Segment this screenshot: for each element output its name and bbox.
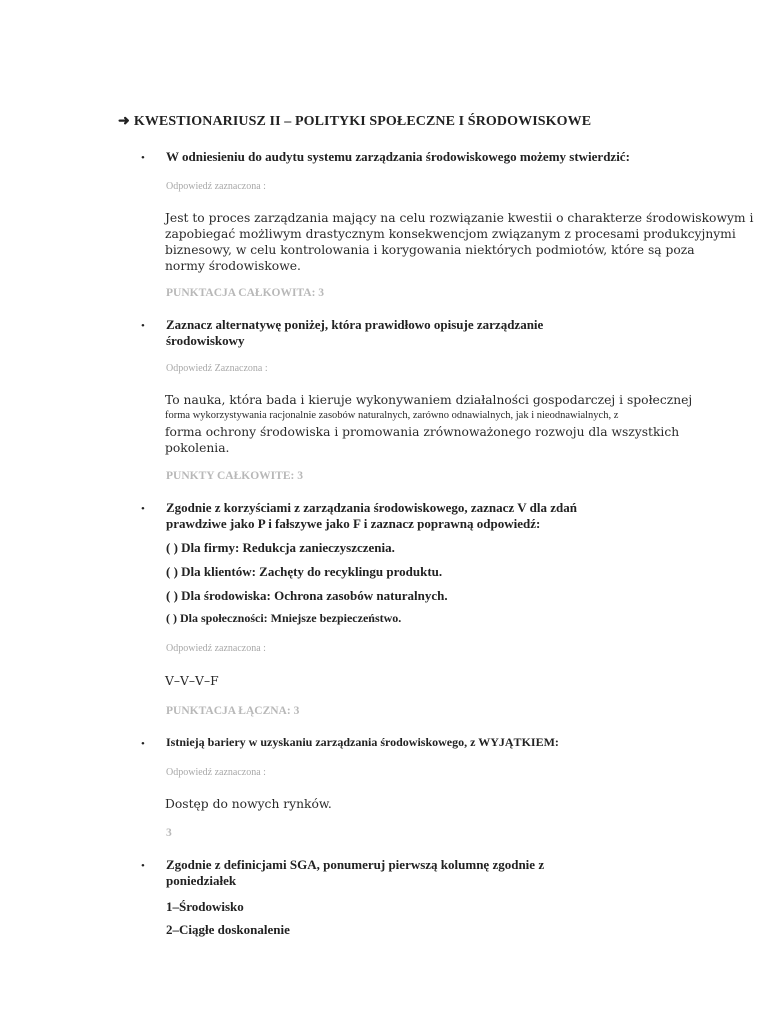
bullet-icon: • (141, 503, 145, 515)
answer-line: normy środowiskowe. (165, 259, 301, 273)
question-5-text (166, 857, 626, 889)
answer-line: Jest to proces zarządzania mający na celu rozwiązanie kwestii o charakterze środowiskowym i (165, 211, 754, 225)
questionnaire-heading (118, 113, 591, 130)
question-line: prawdziwe jako P i fałszywe jako F i zaznacz poprawną odpowiedź: (166, 516, 541, 531)
question-5-option: 2–Ciągłe doskonalenie (166, 922, 290, 937)
bullet-icon: • (141, 860, 145, 872)
answer-line: forma ochrony środowiska i promowania zrównoważonego rozwoju dla wszystkich (165, 425, 680, 439)
answer-line: forma wykorzystywania racjonalnie zasobów naturalnych, zarówno odnawialnych, jak i nieodnawialnych, z (165, 410, 619, 421)
question-3-answer-label: Odpowiedź zaznaczona : (166, 643, 266, 654)
answer-line: To nauka, która bada i kieruje wykonywaniem działalności gospodarczej i społecznej (165, 393, 693, 407)
question-3-text (166, 500, 626, 532)
question-2-answer (165, 392, 705, 456)
question-3-score: PUNKTACJA ŁĄCZNA: 3 (166, 705, 300, 717)
question-1-answer-label: Odpowiedź zaznaczona : (166, 181, 266, 192)
answer-line: zapobiegać możliwym drastycznym konsekwencjom związanym z procesami produkcyjnymi (165, 227, 736, 241)
question-3-option: ( ) Dla firmy: Redukcja zanieczyszczenia. (166, 540, 395, 555)
question-1-text: W odniesieniu do audytu systemu zarządzania środowiskowego możemy stwierdzić: (166, 149, 630, 164)
heading-title: KWESTIONARIUSZ II – POLITYKI SPOŁECZNE I ŚRODOWISKOWE (133, 114, 592, 129)
question-4-score: 3 (166, 827, 172, 839)
arrow-right-icon: ➜ (118, 114, 130, 129)
question-5-option: 1–Środowisko (166, 899, 244, 914)
question-2-answer-label: Odpowiedź Zaznaczona : (166, 363, 268, 374)
question-4-answer: Dostęp do nowych rynków. (165, 797, 332, 811)
question-3-answer: V–V–V–F (165, 674, 219, 688)
question-3-option: ( ) Dla środowiska: Ochrona zasobów naturalnych. (166, 588, 448, 603)
question-4-answer-label: Odpowiedź zaznaczona : (166, 767, 266, 778)
question-line: Zaznacz alternatywę poniżej, która prawidłowo opisuje zarządzanie (166, 317, 544, 332)
question-3-option: ( ) Dla społeczności: Mniejsze bezpieczeństwo. (166, 611, 402, 625)
question-1-score: PUNKTACJA CAŁKOWITA: 3 (166, 287, 325, 299)
bullet-icon: • (141, 320, 145, 332)
answer-line: biznesowy, w celu kontrolowania i korygowania niektórych podmiotów, które są poza (165, 243, 695, 257)
answer-line: pokolenia. (165, 441, 230, 455)
question-line: Zgodnie z korzyściami z zarządzania środowiskowego, zaznacz V dla zdań (166, 500, 577, 515)
question-line: Zgodnie z definicjami SGA, ponumeruj pierwszą kolumnę zgodnie z (166, 857, 545, 872)
question-line: poniedziałek (166, 873, 237, 888)
question-4-text: Istnieją bariery w uzyskaniu zarządzania środowiskowego, z WYJĄTKIEM: (166, 735, 559, 749)
bullet-icon: • (141, 152, 145, 164)
question-3-option: ( ) Dla klientów: Zachęty do recyklingu produktu. (166, 564, 443, 579)
question-1-answer (165, 210, 754, 274)
question-line: środowiskowy (166, 333, 245, 348)
question-2-text (166, 317, 626, 349)
bullet-icon: • (141, 738, 145, 750)
question-2-score: PUNKTY CAŁKOWITE: 3 (166, 470, 303, 482)
